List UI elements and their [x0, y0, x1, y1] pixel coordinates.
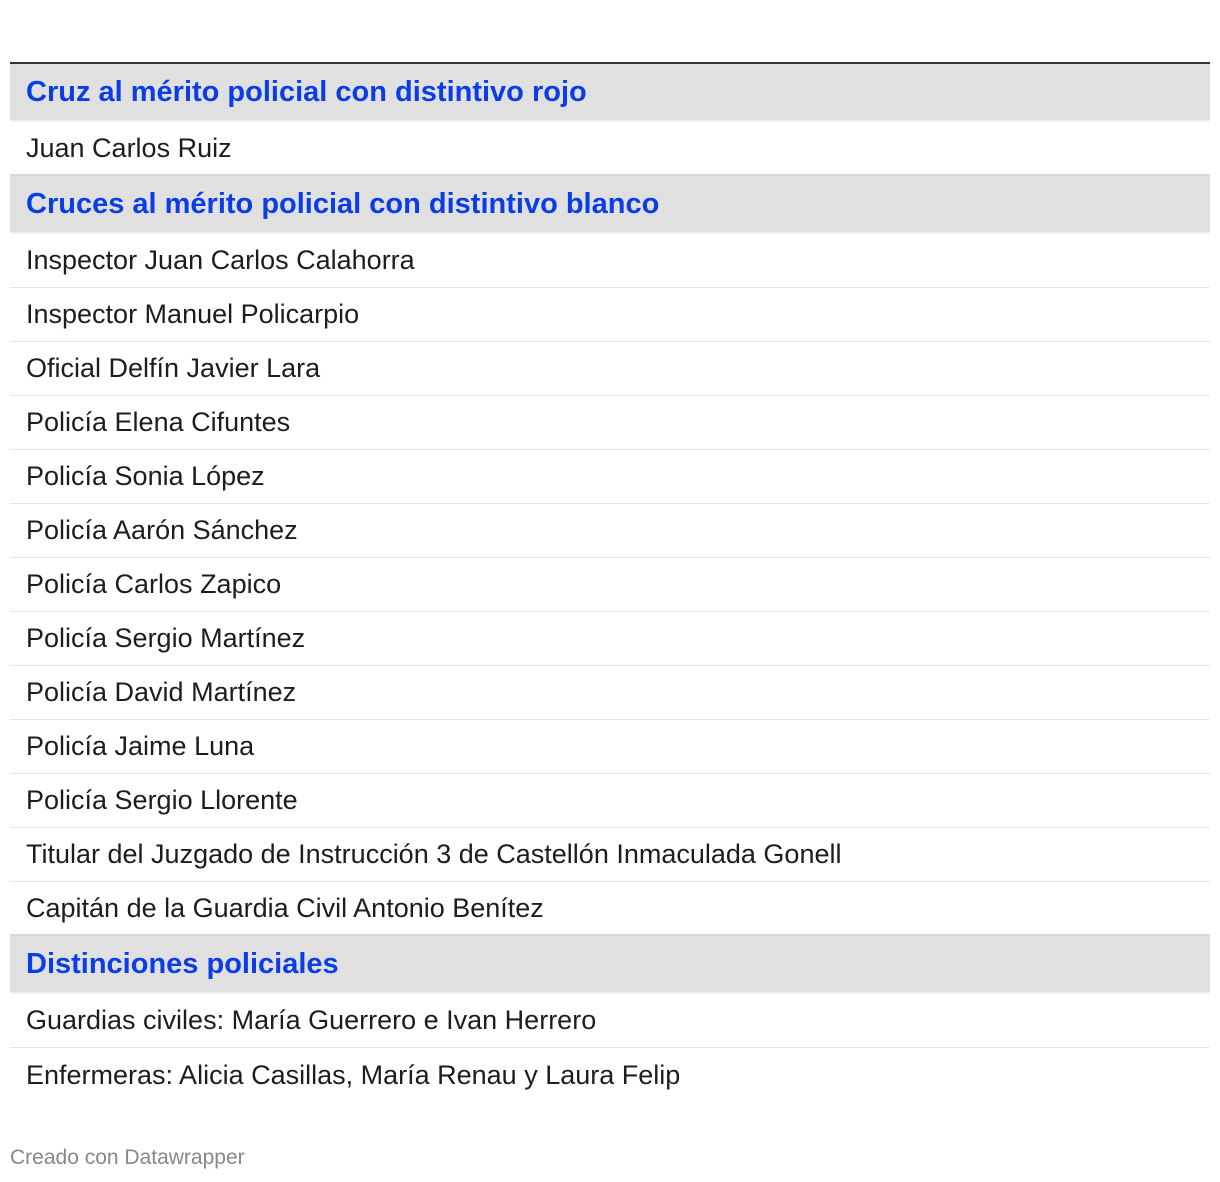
table-row — [10, 558, 1210, 612]
section-title: Cruz al mérito policial con distintivo rojo — [26, 75, 587, 108]
row-text: Guardias civiles: María Guerrero e Ivan Herrero — [26, 1005, 597, 1035]
table-row — [10, 450, 1210, 504]
table-row — [10, 396, 1210, 450]
row-text: Policía Jaime Luna — [26, 731, 255, 761]
table-row — [10, 720, 1210, 774]
section-header-distinciones — [10, 936, 1210, 994]
table-row — [10, 828, 1210, 882]
table-row — [10, 666, 1210, 720]
datawrapper-credit: Creado con Datawrapper — [10, 1146, 245, 1169]
table-row — [10, 994, 1210, 1048]
row-text: Policía Sergio Llorente — [26, 785, 298, 815]
row-text: Capitán de la Guardia Civil Antonio Benítez — [26, 892, 544, 923]
section-title: Cruces al mérito policial con distintivo blanco — [26, 187, 660, 220]
row-text: Policía Elena Cifuntes — [26, 407, 291, 437]
row-text: Juan Carlos Ruiz — [26, 132, 232, 163]
section-title: Distinciones policiales — [26, 947, 339, 980]
row-text: Inspector Manuel Policarpio — [26, 299, 360, 329]
row-text: Oficial Delfín Javier Lara — [26, 353, 321, 383]
row-text: Policía David Martínez — [26, 677, 297, 707]
table-row — [10, 612, 1210, 666]
table-row — [10, 774, 1210, 828]
row-text: Policía Sonia López — [26, 461, 265, 491]
table-row — [10, 882, 1210, 936]
table-row — [10, 1048, 1210, 1102]
row-text: Policía Carlos Zapico — [26, 569, 282, 599]
row-text: Policía Aarón Sánchez — [26, 515, 298, 545]
awards-table — [10, 62, 1210, 1102]
section-header-blanco — [10, 176, 1210, 234]
row-text: Inspector Juan Carlos Calahorra — [26, 245, 415, 275]
section-header-rojo — [10, 64, 1210, 122]
table-row — [10, 234, 1210, 288]
row-text: Enfermeras: Alicia Casillas, María Renau y Laura Felip — [26, 1059, 681, 1090]
table-row — [10, 504, 1210, 558]
row-text: Titular del Juzgado de Instrucción 3 de Castellón Inmaculada Gonell — [26, 839, 842, 869]
table-row — [10, 122, 1210, 176]
table-row — [10, 288, 1210, 342]
table-row — [10, 342, 1210, 396]
row-text: Policía Sergio Martínez — [26, 623, 306, 653]
